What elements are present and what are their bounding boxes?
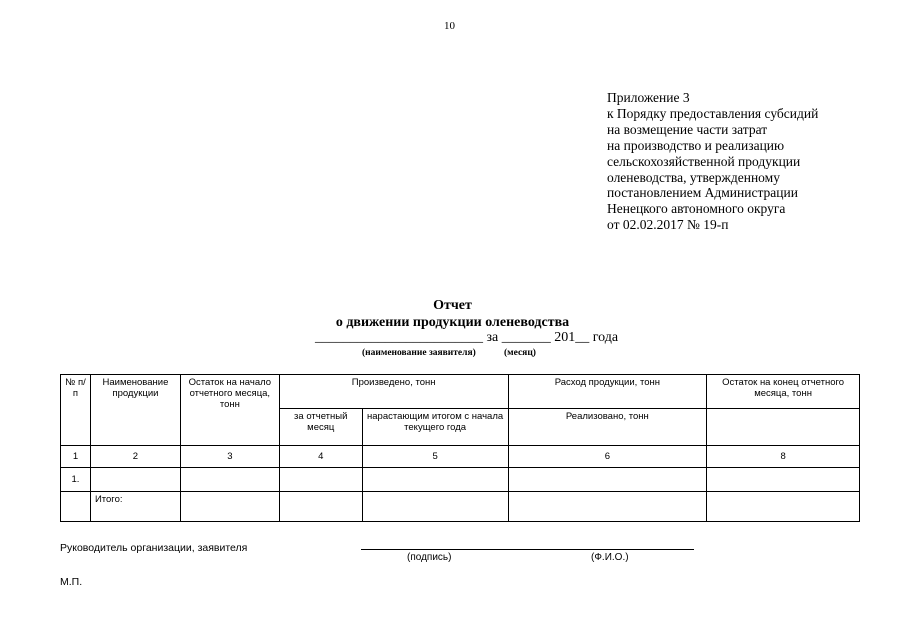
row-num: 1. bbox=[61, 468, 91, 492]
row-num bbox=[61, 492, 91, 522]
row-cell bbox=[180, 492, 279, 522]
appendix-block bbox=[607, 90, 818, 233]
row-cell bbox=[707, 492, 860, 522]
header-empty bbox=[707, 409, 860, 446]
report-table bbox=[60, 374, 860, 522]
column-number: 5 bbox=[362, 446, 508, 468]
month-caption: (месяц) bbox=[504, 348, 536, 358]
signature-line bbox=[361, 549, 694, 550]
applicant-period-line: ________________________ за _______ 201__ года bbox=[315, 330, 619, 345]
appendix-line: сельскохозяйственной продукции bbox=[607, 153, 801, 169]
header-sold: Реализовано, тонн bbox=[508, 409, 707, 446]
column-number: 3 bbox=[180, 446, 279, 468]
header-start-balance: Остаток на начало отчетного месяца, тонн bbox=[180, 375, 279, 446]
header-expense: Расход продукции, тонн bbox=[508, 375, 707, 409]
head-of-organization-label: Руководитель организации, заявителя bbox=[60, 542, 248, 554]
name-caption: (Ф.И.О.) bbox=[591, 552, 629, 563]
appendix-line: на возмещение части затрат bbox=[607, 121, 768, 137]
column-number: 1 bbox=[61, 446, 91, 468]
row-cell bbox=[508, 468, 707, 492]
row-cell bbox=[707, 468, 860, 492]
row-cell bbox=[90, 468, 180, 492]
header-num: № п/п bbox=[61, 375, 91, 446]
appendix-line: от 02.02.2017 № 19-п bbox=[607, 217, 729, 233]
row-cell bbox=[180, 468, 279, 492]
table-row bbox=[61, 492, 860, 522]
row-cell bbox=[362, 468, 508, 492]
header-end-balance: Остаток на конец отчетного месяца, тонн bbox=[707, 375, 860, 409]
applicant-caption: (наименование заявителя) bbox=[362, 348, 476, 358]
row-cell bbox=[279, 492, 362, 522]
appendix-line: Ненецкого автономного округа bbox=[607, 201, 786, 217]
header-produced-cumulative: нарастающим итогом с начала текущего года bbox=[362, 409, 508, 446]
column-number: 4 bbox=[279, 446, 362, 468]
report-title: Отчет bbox=[433, 298, 472, 313]
appendix-line: на производство и реализацию bbox=[607, 137, 785, 153]
column-number: 6 bbox=[508, 446, 707, 468]
column-number: 8 bbox=[707, 446, 860, 468]
stamp-label: М.П. bbox=[60, 576, 83, 588]
signature-caption: (подпись) bbox=[407, 552, 452, 563]
appendix-line: Приложение 3 bbox=[607, 90, 690, 105]
row-cell bbox=[279, 468, 362, 492]
table-row bbox=[61, 468, 860, 492]
column-number: 2 bbox=[90, 446, 180, 468]
header-name: Наименование продукции bbox=[90, 375, 180, 446]
appendix-line: постановлением Администрации bbox=[607, 185, 798, 201]
total-label: Итого: bbox=[90, 492, 180, 522]
header-produced: Произведено, тонн bbox=[279, 375, 508, 409]
row-cell bbox=[508, 492, 707, 522]
page-number: 10 bbox=[444, 20, 455, 32]
appendix-line: оленеводства, утвержденному bbox=[607, 169, 780, 185]
report-subtitle: о движении продукции оленеводства bbox=[335, 315, 570, 330]
row-cell bbox=[362, 492, 508, 522]
header-produced-month: за отчетный месяц bbox=[279, 409, 362, 446]
appendix-line: к Порядку предоставления субсидий bbox=[607, 105, 819, 121]
